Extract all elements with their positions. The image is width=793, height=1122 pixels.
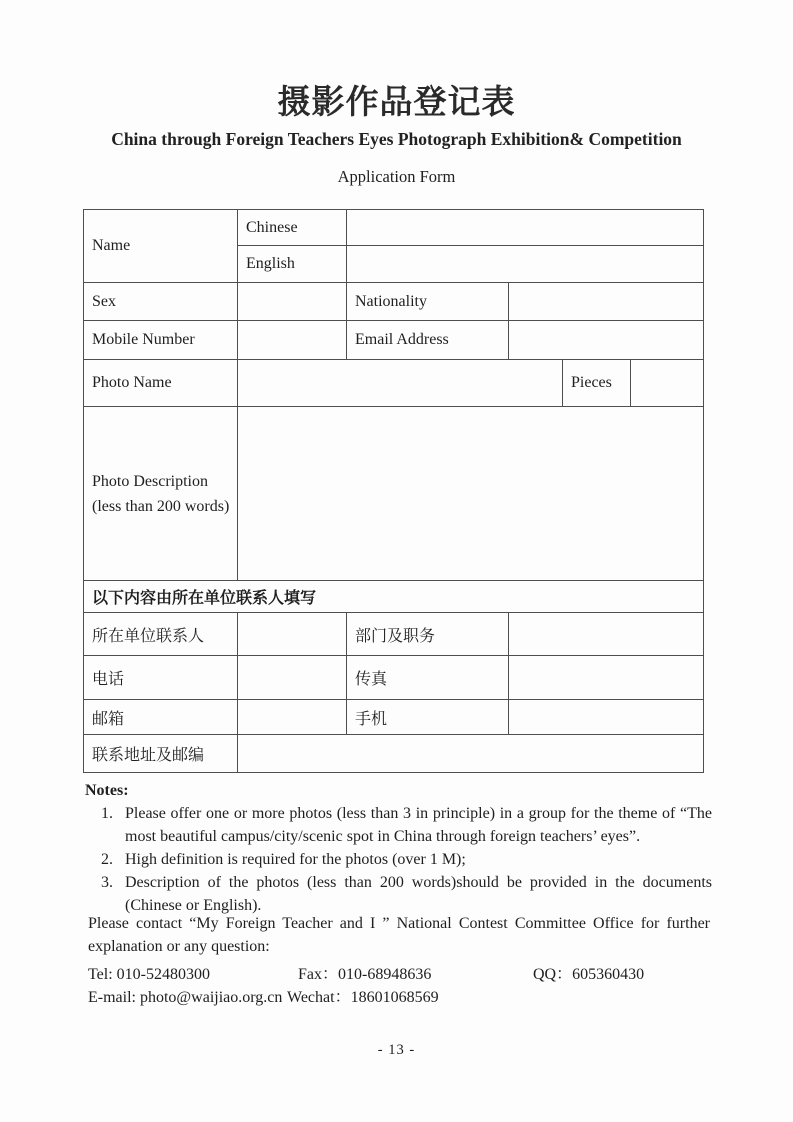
email-address-value-cell: [509, 321, 704, 360]
photo-description-label-line2: (less than 200 words): [92, 497, 230, 515]
note-text-1: Please offer one or more photos (less than 3 in principle) in a group for the theme of “The most beautiful campus/city/scenic spot in China through foreign teachers’ eyes”.: [125, 805, 712, 845]
mobile-number-label-cell: Mobile Number: [84, 321, 238, 360]
contact-email: E-mail: photo@waijiao.org.cn: [88, 989, 283, 1006]
notes-heading: Notes:: [85, 782, 129, 799]
contact-row-1: [88, 963, 710, 986]
unit-contact-value-cell: [238, 613, 347, 656]
fax-label-cell: 传真: [347, 656, 509, 700]
fax-value-cell: [509, 656, 704, 700]
page-number: - 13 -: [377, 1042, 416, 1058]
page-title-chinese: 摄影作品登记表: [277, 83, 516, 120]
note-number-3: 3.: [101, 874, 113, 891]
address-value-cell: [238, 735, 704, 773]
contact-details: [88, 963, 710, 1009]
mailbox-label-cell: 邮箱: [84, 700, 238, 735]
name-english-value-cell: [347, 246, 704, 283]
sex-label-cell: Sex: [84, 283, 238, 321]
nationality-label-cell: Nationality: [347, 283, 509, 321]
contact-fax: Fax：010-68948636: [298, 966, 432, 983]
photo-description-label-cell: [84, 407, 238, 581]
photo-name-label-cell: Photo Name: [84, 360, 238, 407]
page-title-english: China through Foreign Teachers Eyes Photograph Exhibition& Competition: [111, 129, 682, 149]
phone-label-cell: 电话: [84, 656, 238, 700]
note-number-2: 2.: [101, 851, 113, 868]
name-chinese-label-cell: Chinese: [238, 210, 347, 246]
address-label-cell: 联系地址及邮编: [84, 735, 238, 773]
contact-wechat: Wechat：18601068569: [287, 989, 439, 1006]
note-number-1: 1.: [101, 805, 113, 822]
contact-qq: QQ：605360430: [533, 966, 645, 983]
photo-description-label-line1: Photo Description: [92, 472, 208, 490]
phone-value-cell: [238, 656, 347, 700]
name-label-cell: Name: [84, 210, 238, 283]
department-label-cell: 部门及职务: [347, 613, 509, 656]
contact-paragraph: Please contact “My Foreign Teacher and I ” National Contest Committee Office for further explanation or any question:: [88, 915, 710, 955]
photo-name-value-cell: [238, 360, 563, 407]
mobile-number-value-cell: [238, 321, 347, 360]
note-text-2: High definition is required for the photos (over 1 M);: [125, 851, 466, 868]
email-address-label-cell: Email Address: [347, 321, 509, 360]
department-value-cell: [509, 613, 704, 656]
mobile2-value-cell: [509, 700, 704, 735]
note-text-3: Description of the photos (less than 200 words)should be provided in the documents (Chinese or English).: [125, 874, 712, 914]
note-item-1: [85, 802, 712, 848]
pieces-value-cell: [631, 360, 704, 407]
nationality-value-cell: [509, 283, 704, 321]
notes-section: [85, 779, 712, 917]
name-chinese-value-cell: [347, 210, 704, 246]
note-item-2: [85, 848, 712, 871]
application-form-table: [83, 209, 704, 773]
sex-value-cell: [238, 283, 347, 321]
note-item-3: [85, 871, 712, 917]
mailbox-value-cell: [238, 700, 347, 735]
photo-description-value-cell: [238, 407, 704, 581]
application-form-subtitle: Application Form: [337, 167, 456, 186]
contact-tel: Tel: 010-52480300: [88, 966, 210, 983]
mobile2-label-cell: 手机: [347, 700, 509, 735]
pieces-label-cell: Pieces: [563, 360, 631, 407]
unit-section-header-cell: 以下内容由所在单位联系人填写: [84, 581, 704, 613]
unit-contact-label-cell: 所在单位联系人: [84, 613, 238, 656]
name-english-label-cell: English: [238, 246, 347, 283]
contact-row-2: [88, 986, 710, 1009]
